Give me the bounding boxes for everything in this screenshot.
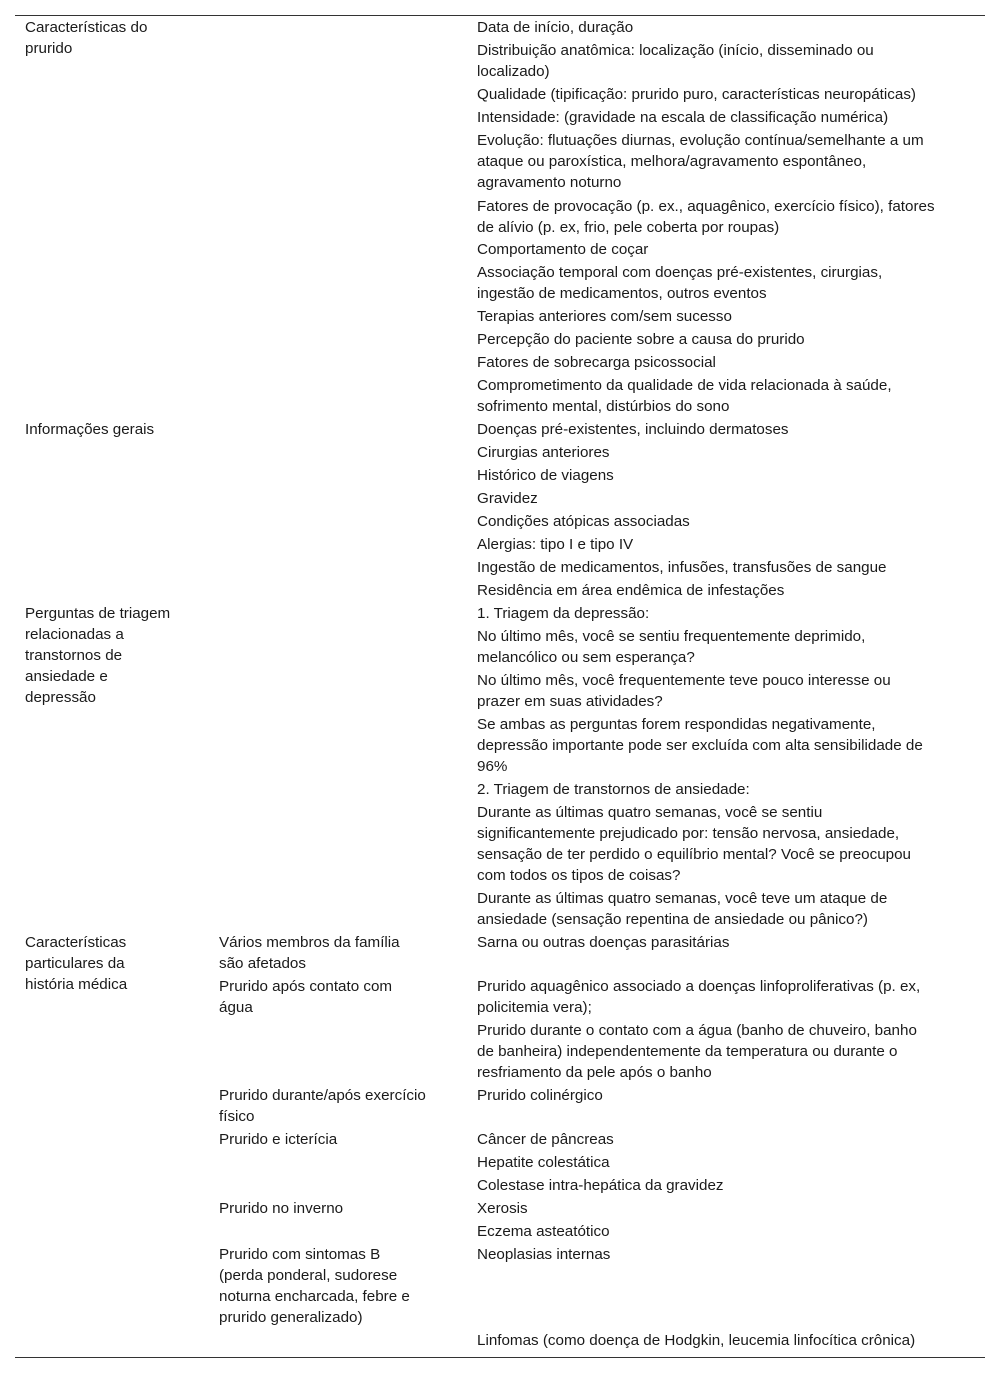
item-cell-line: Hepatite colestática <box>477 1154 610 1171</box>
item-cell-line: Durante as últimas quatro semanas, você teve um ataque de <box>477 890 888 907</box>
item-cell-line: Eczema asteatótico <box>477 1223 610 1240</box>
feature-cell-line: Prurido durante/após exercício <box>219 1087 426 1104</box>
item-cell-line: Associação temporal com doenças pré-existentes, cirurgias, <box>477 264 883 281</box>
item-cell-line: Distribuição anatômica: localização (início, disseminado ou <box>477 42 874 59</box>
item-cell-line: Câncer de pâncreas <box>477 1131 614 1148</box>
category-cell-line: relacionadas a <box>25 626 124 643</box>
item-cell-line: Evolução: flutuações diurnas, evolução contínua/semelhante a um <box>477 132 924 149</box>
feature-cell-line: prurido generalizado) <box>219 1309 363 1326</box>
item-cell-line: Percepção do paciente sobre a causa do prurido <box>477 331 805 348</box>
category-cell-line: história médica <box>25 976 128 993</box>
item-cell-line: agravamento noturno <box>477 174 622 191</box>
category-cell-line: Perguntas de triagem <box>25 605 171 622</box>
item-cell-line: Linfomas (como doença de Hodgkin, leucemia linfocítica crônica) <box>477 1332 916 1349</box>
item-cell-line: Gravidez <box>477 490 538 507</box>
feature-cell-line: Prurido e icterícia <box>219 1131 338 1148</box>
feature-cell-line: Vários membros da família <box>219 934 400 951</box>
item-cell-line: Residência em área endêmica de infestações <box>477 582 785 599</box>
item-cell-line: Qualidade (tipificação: prurido puro, características neuropáticas) <box>477 86 916 103</box>
feature-cell-line: Prurido após contato com <box>219 978 393 995</box>
item-cell-line: sofrimento mental, distúrbios do sono <box>477 398 730 415</box>
item-cell-line: Neoplasias internas <box>477 1246 611 1263</box>
item-cell-line: sensação de ter perdido o equilíbrio mental? Você se preocupou <box>477 846 911 863</box>
feature-cell-line: são afetados <box>219 955 306 972</box>
item-cell-line: No último mês, você se sentiu frequentemente deprimido, <box>477 628 866 645</box>
category-cell-line: ansiedade e <box>25 668 108 685</box>
item-cell-line: Prurido colinérgico <box>477 1087 603 1104</box>
category-cell-line: prurido <box>25 40 73 57</box>
category-cell-line: Características <box>25 934 127 951</box>
table-top-rule <box>15 15 985 16</box>
item-cell-line: Cirurgias anteriores <box>477 444 610 461</box>
item-cell-line: Prurido durante o contato com a água (banho de chuveiro, banho <box>477 1022 917 1039</box>
item-cell-line: Se ambas as perguntas forem respondidas negativamente, <box>477 716 876 733</box>
item-cell-line: Doenças pré-existentes, incluindo dermatoses <box>477 421 789 438</box>
category-cell-line: particulares da <box>25 955 125 972</box>
item-cell-line: Fatores de sobrecarga psicossocial <box>477 354 716 371</box>
item-cell-line: prazer em suas atividades? <box>477 693 663 710</box>
category-cell-line: transtornos de <box>25 647 123 664</box>
item-cell-line: resfriamento da pele após o banho <box>477 1064 712 1081</box>
item-cell-line: melancólico ou sem esperança? <box>477 649 695 666</box>
item-cell-line: 96% <box>477 758 508 775</box>
item-cell-line: significantemente prejudicado por: tensão nervosa, ansiedade, <box>477 825 900 842</box>
item-cell-line: policitemia vera); <box>477 999 592 1016</box>
item-cell-line: Xerosis <box>477 1200 528 1217</box>
feature-cell-line: noturna encharcada, febre e <box>219 1288 410 1305</box>
item-cell-line: de alívio (p. ex, frio, pele coberta por roupas) <box>477 219 780 236</box>
feature-cell-line: Prurido com sintomas B <box>219 1246 381 1263</box>
item-cell-line: depressão importante pode ser excluída com alta sensibilidade de <box>477 737 923 754</box>
feature-cell-line: físico <box>219 1108 255 1125</box>
item-cell-line: com todos os tipos de coisas? <box>477 867 681 884</box>
item-cell-line: Intensidade: (gravidade na escala de classificação numérica) <box>477 109 889 126</box>
item-cell-line: ataque ou paroxística, melhora/agravamento espontâneo, <box>477 153 867 170</box>
item-cell-line: Alergias: tipo I e tipo IV <box>477 536 634 553</box>
item-cell-line: Colestase intra-hepática da gravidez <box>477 1177 724 1194</box>
category-cell-line: Características do <box>25 19 148 36</box>
item-cell-line: Prurido aquagênico associado a doenças linfoproliferativas (p. ex, <box>477 978 921 995</box>
item-cell-line: Comportamento de coçar <box>477 241 649 258</box>
item-cell-line: 2. Triagem de transtornos de ansiedade: <box>477 781 750 798</box>
feature-cell-line: água <box>219 999 253 1016</box>
item-cell-line: ingestão de medicamentos, outros eventos <box>477 285 767 302</box>
item-cell-line: Durante as últimas quatro semanas, você se sentiu <box>477 804 823 821</box>
item-cell-line: Condições atópicas associadas <box>477 513 690 530</box>
item-cell-line: No último mês, você frequentemente teve pouco interesse ou <box>477 672 891 689</box>
item-cell-line: Data de início, duração <box>477 19 634 36</box>
category-cell-line: depressão <box>25 689 96 706</box>
item-cell-line: ansiedade (sensação repentina de ansiedade ou pânico?) <box>477 911 868 928</box>
item-cell-line: Sarna ou outras doenças parasitárias <box>477 934 730 951</box>
item-cell-line: Histórico de viagens <box>477 467 614 484</box>
item-cell-line: de banheira) independentemente da temperatura ou durante o <box>477 1043 898 1060</box>
item-cell-line: Terapias anteriores com/sem sucesso <box>477 308 732 325</box>
item-cell-line: Fatores de provocação (p. ex., aquagênico, exercício físico), fatores <box>477 198 935 215</box>
item-cell-line: 1. Triagem da depressão: <box>477 605 650 622</box>
category-cell-line: Informações gerais <box>25 421 155 438</box>
feature-cell-line: Prurido no inverno <box>219 1200 344 1217</box>
table-bottom-rule <box>15 1357 985 1358</box>
item-cell-line: Ingestão de medicamentos, infusões, transfusões de sangue <box>477 559 887 576</box>
item-cell-line: localizado) <box>477 63 550 80</box>
feature-cell-line: (perda ponderal, sudorese <box>219 1267 398 1284</box>
item-cell-line: Comprometimento da qualidade de vida relacionada à saúde, <box>477 377 892 394</box>
